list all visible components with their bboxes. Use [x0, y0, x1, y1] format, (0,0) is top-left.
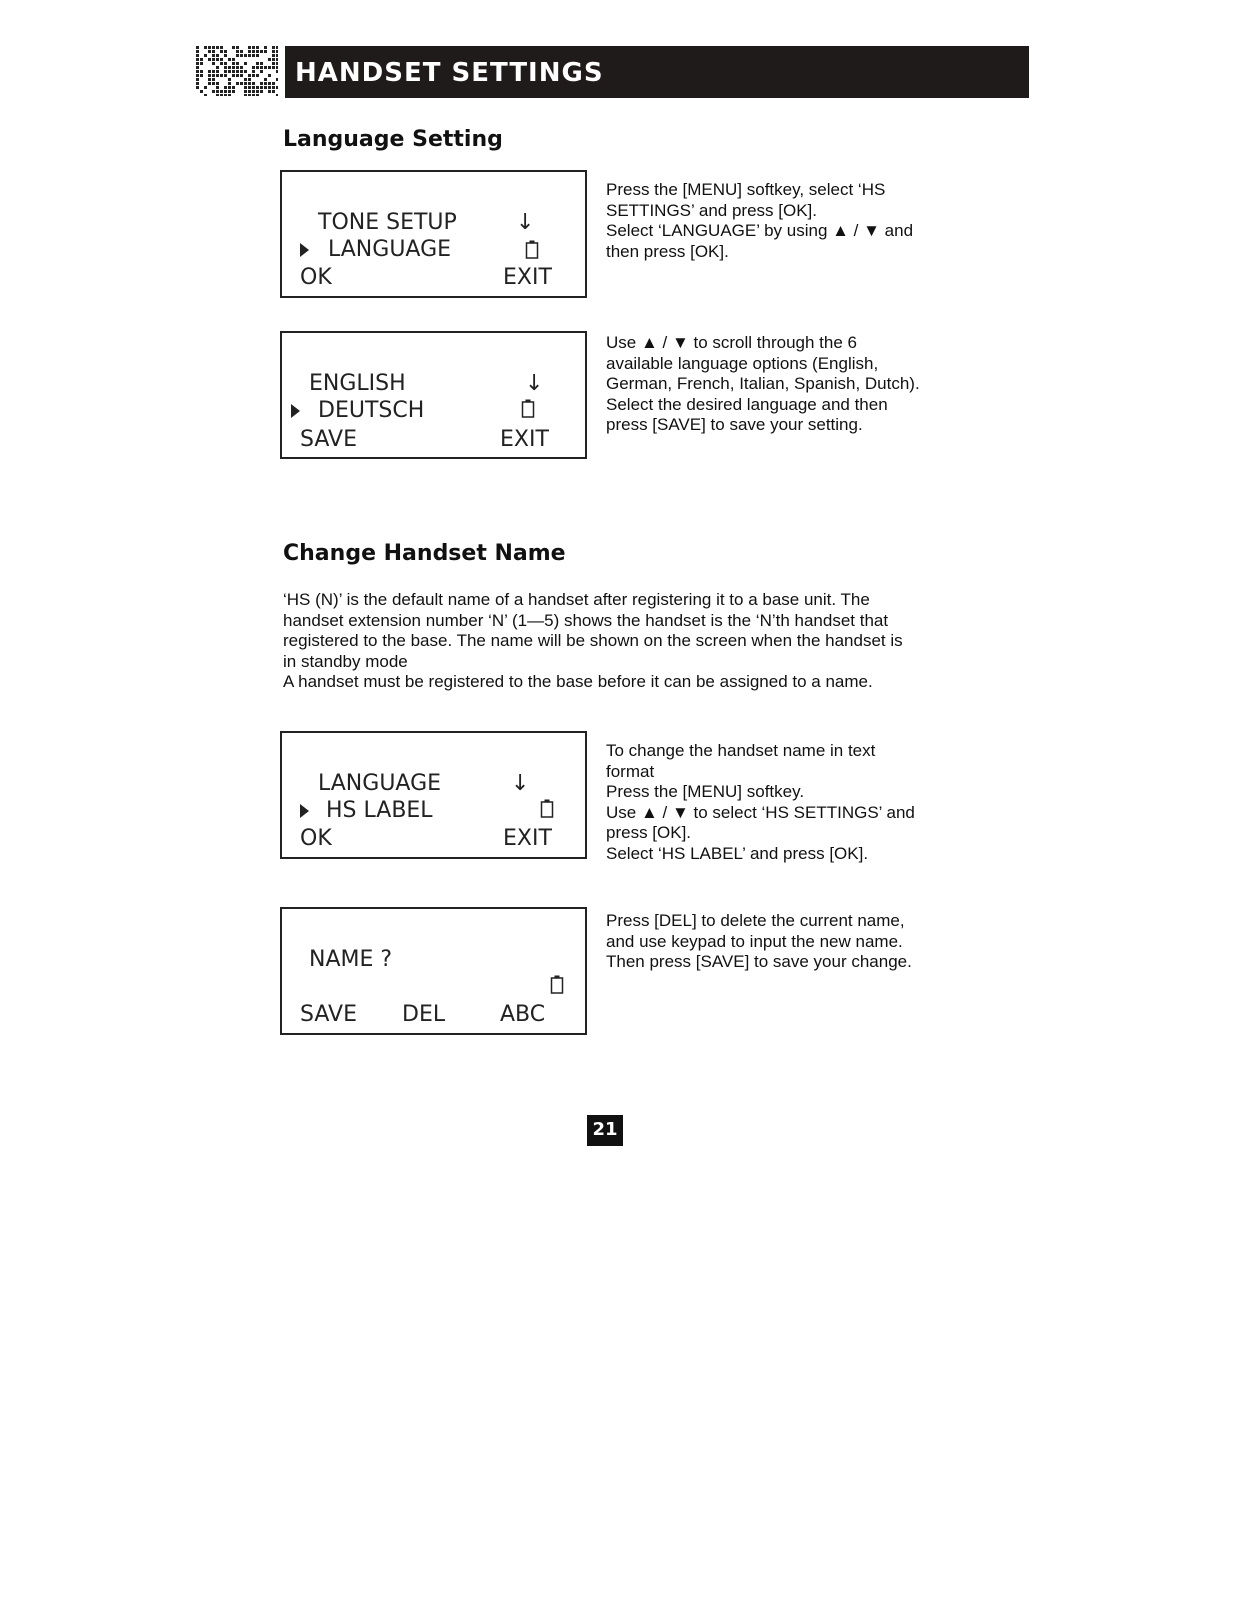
lcd-screen-language-options	[280, 331, 587, 459]
lcd-menu-item-1: LANGUAGE	[318, 771, 442, 796]
right-triangle-icon	[300, 243, 310, 257]
battery-icon	[521, 399, 535, 419]
handset-name-intro: ‘HS (N)’ is the default name of a handset after registering it to a base unit. The handset extension number ‘N’ (1—5) shows the handset is the ‘N’th handset that registered to the base. The name will be shown on the screen when the handset is in standby mode A handset must be registered to the base before it can be assigned to a name.	[283, 590, 903, 691]
language-step2-description: Use ▲ / ▼ to scroll through the 6 available language options (English, German, French, Italian, Spanish, Dutch). Select the desired language and then press [SAVE] to save your setting.	[606, 333, 920, 434]
hs-label-step1-description: To change the handset name in text format Press the [MENU] softkey. Use ▲ / ▼ to select ‘HS SETTINGS’ and press [OK]. Select ‘HS LABEL’ and press [OK].	[606, 741, 915, 863]
right-triangle-icon	[300, 804, 310, 818]
header-pattern-graphic	[196, 46, 278, 96]
battery-icon	[550, 975, 564, 995]
lcd-menu-item-2-selected: DEUTSCH	[318, 398, 425, 423]
lcd-right-softkey: EXIT	[503, 265, 552, 290]
lcd-softkey-abc: ABC	[500, 1002, 546, 1027]
change-handset-name-title: Change Handset Name	[283, 541, 566, 566]
lcd-right-softkey: EXIT	[500, 427, 549, 452]
lcd-screen-language-menu	[280, 170, 587, 298]
lcd-screen-hs-label-menu	[280, 731, 587, 859]
lcd-name-prompt: NAME ?	[309, 947, 393, 972]
lcd-softkey-save: SAVE	[300, 1002, 357, 1027]
language-step1-description: Press the [MENU] softkey, select ‘HS SETTINGS’ and press [OK]. Select ‘LANGUAGE’ by using ▲ / ▼ and then press [OK].	[606, 180, 914, 261]
page-number: 21	[587, 1115, 623, 1146]
lcd-menu-item-1: TONE SETUP	[318, 210, 457, 235]
lcd-left-softkey: OK	[300, 265, 332, 290]
hs-label-step2-description: Press [DEL] to delete the current name, and use keypad to input the new name. Then press [SAVE] to save your change.	[606, 911, 912, 971]
lcd-menu-item-2-selected: LANGUAGE	[328, 237, 452, 262]
lcd-menu-item-2-selected: HS LABEL	[326, 798, 433, 823]
down-arrow-icon: ↓	[516, 210, 535, 235]
battery-icon	[540, 799, 554, 819]
lcd-menu-item-1: ENGLISH	[309, 371, 406, 396]
lcd-left-softkey: OK	[300, 826, 332, 851]
language-setting-title: Language Setting	[283, 127, 503, 152]
page-header-title: HANDSET SETTINGS	[285, 46, 1029, 98]
down-arrow-icon: ↓	[525, 371, 544, 396]
right-triangle-icon	[291, 404, 301, 418]
lcd-softkey-del: DEL	[402, 1002, 446, 1027]
down-arrow-icon: ↓	[511, 771, 530, 796]
battery-icon	[525, 240, 539, 260]
lcd-left-softkey: SAVE	[300, 427, 357, 452]
lcd-right-softkey: EXIT	[503, 826, 552, 851]
lcd-screen-name-entry	[280, 907, 587, 1035]
